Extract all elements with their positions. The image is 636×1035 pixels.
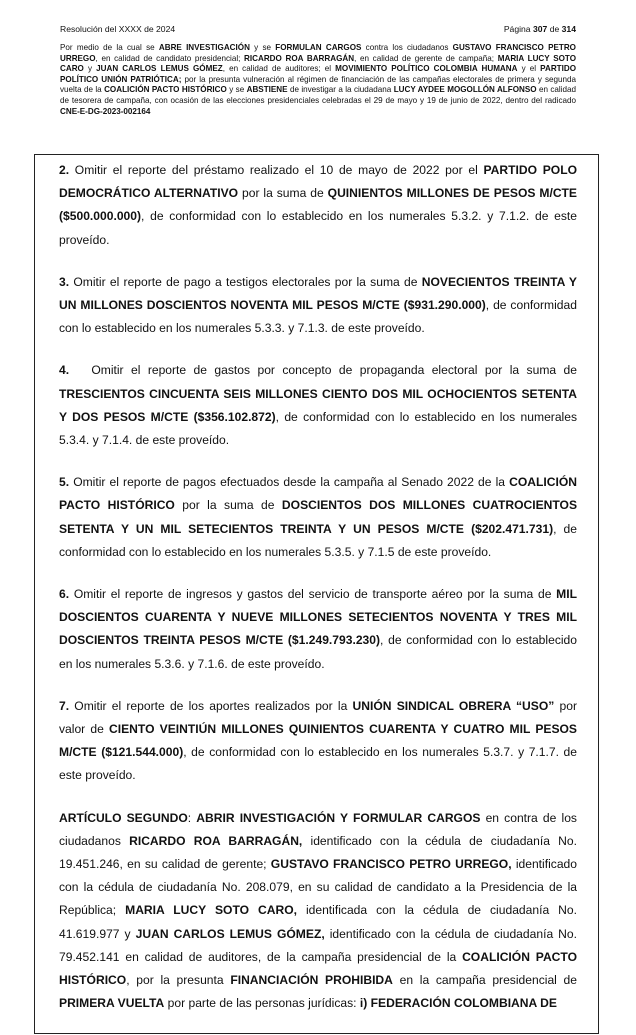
summary-bold: COALICIÓN PACTO HISTÓRICO — [104, 85, 227, 95]
article-text: identificado con la cédula de ciudadanía No. 19.451.246, en su calidad de gerente; — [59, 833, 578, 872]
article-text: identificado con la cédula de ciudadanía No. 208.079, en su calidad de candidato a la Presidencia de la República; — [59, 857, 577, 918]
summary-bold: JUAN CARLOS LEMUS GÓMEZ — [96, 64, 223, 74]
summary-text: y — [83, 64, 97, 74]
summary-text: , en calidad de gerente de campaña; — [354, 53, 498, 63]
summary-bold: PARTIDO POLÍTICO UNIÓN PATRIÓTICA; — [60, 64, 576, 84]
summary-bold: CNE-E-DG-2023-002164 — [60, 106, 151, 116]
article-bold: PRIMERA VUELTA — [59, 996, 165, 1011]
charge-item-4 — [59, 359, 581, 452]
item-text: Omitir el reporte de pago a testigos electorales por la suma de — [69, 274, 422, 289]
article-bold: GUSTAVO FRANCISCO PETRO URREGO, — [270, 857, 512, 872]
item-bold: DOSCIENTOS DOS MILLONES CUATROCIENTOS SETENTA Y UN MIL SETECIENTOS TREINTA Y UN PESOS M/CTE ($202.471.731) — [59, 498, 578, 536]
item-bold: QUINIENTOS MILLONES DE PESOS M/CTE ($500.000.000) — [59, 186, 578, 224]
item-number: 4. — [59, 363, 70, 378]
page-current: 307 — [532, 24, 548, 34]
summary-text: y se — [249, 43, 276, 52]
charge-item-6 — [59, 583, 577, 676]
page-prefix: Página — [503, 24, 533, 34]
article-text: identificada con la cédula de ciudadanía No. 41.619.977 y — [59, 903, 577, 941]
resolution-summary — [60, 43, 576, 117]
article-bold: ABRIR INVESTIGACIÓN Y FORMULAR CARGOS — [196, 810, 481, 825]
item-text: por valor de — [59, 698, 578, 737]
charge-item-7 — [59, 695, 577, 788]
item-text: por la suma de — [238, 186, 328, 201]
page-header — [60, 24, 576, 38]
summary-text: y el — [517, 64, 541, 74]
resolution-title: Resolución del XXXX de 2024 — [60, 24, 176, 34]
document-body — [59, 159, 581, 1035]
article-text: en contra de los ciudadanos — [59, 810, 577, 848]
page-total: 314 — [561, 24, 576, 34]
item-text: Omitir el reporte de ingresos y gastos del servicio de transporte aéreo por la suma de — [69, 587, 557, 602]
article-text: en la campaña presidencial de — [392, 973, 578, 988]
item-number: 6. — [59, 587, 70, 602]
summary-text: contra los ciudadanos — [361, 43, 453, 52]
charge-item-2 — [59, 159, 577, 252]
item-bold: NOVECIENTOS TREINTA Y UN MILLONES DOSCIENTOS NOVENTA MIL PESOS M/CTE ($931.290.000) — [59, 274, 577, 313]
item-bold: COALICIÓN PACTO HISTÓRICO — [59, 475, 577, 513]
item-number: 3. — [59, 274, 70, 289]
article-bold: JUAN CARLOS LEMUS GÓMEZ, — [135, 926, 325, 941]
article-second — [59, 807, 577, 1016]
summary-bold: ABSTIENE — [246, 85, 288, 95]
item-text: por la suma de — [174, 498, 282, 513]
article-text: : — [187, 810, 197, 825]
article-text: por parte de las personas jurídicas: — [164, 996, 360, 1011]
item-text: , de conformidad con lo establecido en los numerales 5.3.6. y 7.1.6. de este proveído. — [59, 633, 577, 671]
item-text: , de conformidad con lo establecido en los numerales 5.3.7. y 7.1.7. de este proveído. — [59, 745, 577, 783]
item-bold: PARTIDO POLO DEMOCRÁTICO ALTERNATIVO — [59, 163, 578, 201]
item-bold: TRESCIENTOS CINCUENTA SEIS MILLONES CIENTO DOS MIL OCHOCIENTOS SETENTA Y DOS PESOS M/CTE ($356.102.872) — [59, 386, 577, 424]
item-number: 2. — [59, 163, 70, 177]
item-number: 5. — [59, 475, 70, 490]
summary-bold: FORMULAN CARGOS — [275, 43, 362, 52]
article-bold: MARIA LUCY SOTO CARO, — [125, 903, 297, 918]
article-heading: ARTÍCULO SEGUNDO — [59, 810, 188, 825]
item-text: , de conformidad con lo establecido en los numerales 5.3.3. y 7.1.3. de este proveído. — [59, 298, 577, 336]
item-bold: MIL DOSCIENTOS CUARENTA Y NUEVE MILLONES SETECIENTOS NOVENTA Y TRES MIL DOSCIENTOS TREINTA PESOS M/CTE ($1.249.793.230) — [59, 587, 577, 648]
summary-text: y se — [226, 85, 247, 95]
summary-bold: LUCY AYDEE MOGOLLÓN ALFONSO — [393, 85, 537, 95]
page-of: de — [547, 24, 562, 34]
item-number: 7. — [59, 698, 70, 713]
item-bold: UNIÓN SINDICAL OBRERA “USO” — [352, 698, 555, 713]
charge-item-5 — [59, 471, 577, 564]
item-bold: CIENTO VEINTIÚN MILLONES QUINIENTOS CUARENTA Y CUATRO MIL PESOS M/CTE ($121.544.000) — [59, 722, 577, 760]
summary-text: en calidad de tesorera de campaña, con ocasión de las elecciones presidenciales celebradas el 29 de mayo y 19 de junio de 2022, dentro del radicado — [60, 85, 576, 105]
summary-text: Por medio de la cual se — [60, 43, 159, 52]
summary-bold: GUSTAVO FRANCISCO PETRO URREGO — [60, 43, 576, 63]
summary-bold: RICARDO ROA BARRAGÁN — [244, 53, 355, 63]
summary-bold: ABRE INVESTIGACIÓN — [158, 43, 250, 52]
article-bold: i) FEDERACIÓN COLOMBIANA DE — [359, 996, 557, 1011]
item-text: Omitir el reporte de pagos efectuados desde la campaña al Senado 2022 de la — [69, 475, 510, 490]
summary-text: por la presunta vulneración al régimen de financiación de las campañas electorales de primera y segunda vuelta de la — [60, 74, 577, 95]
article-text: , por la presunta — [126, 973, 231, 988]
charge-item-3 — [59, 271, 577, 341]
article-bold: RICARDO ROA BARRAGÁN, — [129, 833, 303, 848]
item-text: , de conformidad con lo establecido en los numerales 5.3.5. y 7.1.5 de este proveído. — [59, 521, 577, 559]
article-bold: COALICIÓN PACTO HISTÓRICO — [59, 949, 577, 988]
article-bold: FINANCIACIÓN PROHIBIDA — [230, 973, 393, 988]
summary-bold: MOVIMIENTO POLÍTICO COLOMBIA HUMANA — [335, 64, 518, 74]
item-text: Omitir el reporte de los aportes realizados por la — [69, 698, 353, 713]
summary-text: , en calidad de auditores; el — [222, 64, 336, 74]
summary-bold: MARIA LUCY SOTO CARO — [60, 53, 576, 74]
summary-text: de investigar a la ciudadana — [287, 85, 394, 95]
item-text: Omitir el reporte del préstamo realizado el 10 de mayo de 2022 por el — [69, 163, 484, 177]
article-text: identificado con la cédula de ciudadanía No. 79.452.141 en calidad de auditores, de la campaña presidencial de la — [59, 926, 578, 964]
item-text: , de conformidad con lo establecido en los numerales 5.3.4. y 7.1.4. de este proveído. — [59, 409, 578, 448]
item-text: Omitir el reporte de gastos por concepto de propaganda electoral por la suma de — [69, 363, 581, 378]
item-text: , de conformidad con lo establecido en los numerales 5.3.2. y 7.1.2. de este proveído. — [59, 209, 577, 247]
summary-text: , en calidad de candidato presidencial; — [95, 53, 245, 63]
page-number — [504, 24, 576, 34]
